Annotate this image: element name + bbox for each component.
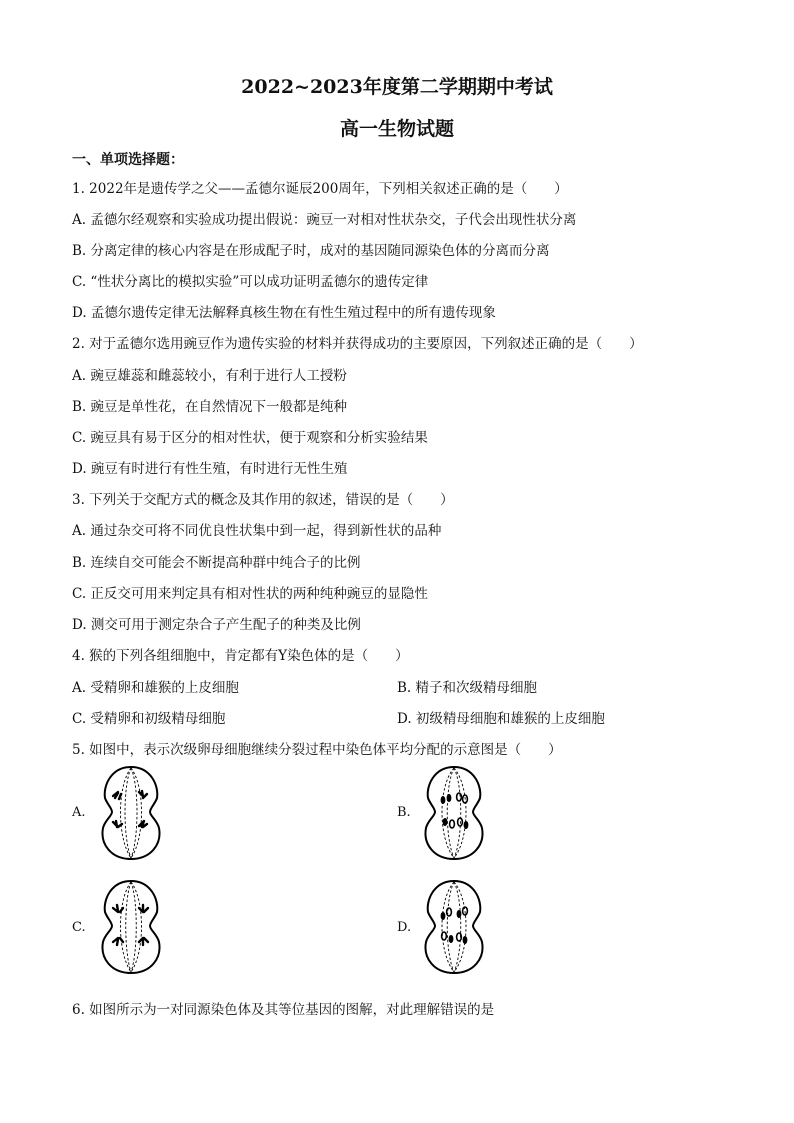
cell-diagram-d [418, 878, 490, 976]
question-2-stem: 2. 对于孟德尔选用豌豆作为遗传实验的材料并获得成功的主要原因，下列叙述正确的是（ ） [72, 336, 643, 352]
exam-title: 2022~2023年度第二学期期中考试 [241, 76, 553, 98]
question-4-option-a: A. 受精卵和雄猴的上皮细胞 [72, 680, 239, 696]
cell-diagram-b [418, 764, 490, 862]
question-2-option-a: A. 豌豆雄蕊和雌蕊较小，有利于进行人工授粉 [72, 368, 347, 384]
figure-c-label: C. [72, 920, 86, 935]
question-2-option-b: B. 豌豆是单性花，在自然情况下一般都是纯种 [72, 399, 348, 415]
question-4-option-b: B. 精子和次级精母细胞 [397, 680, 538, 696]
question-2-option-c: C. 豌豆具有易于区分的相对性状，便于观察和分析实验结果 [72, 430, 428, 446]
question-3-option-d: D. 测交可用于测定杂合子产生配子的种类及比例 [72, 617, 361, 633]
question-4-stem: 4. 猴的下列各组细胞中，肯定都有Y染色体的是（ ） [72, 648, 409, 664]
question-1-option-d: D. 孟德尔遗传定律无法解释真核生物在有性生殖过程中的所有遗传现象 [72, 305, 496, 321]
question-1-option-a: A. 孟德尔经观察和实验成功提出假说：豌豆一对相对性状杂交，子代会出现性状分离 [72, 212, 577, 228]
question-4-option-c: C. 受精卵和初级精母细胞 [72, 711, 226, 727]
exam-subtitle: 高一生物试题 [339, 118, 454, 140]
question-1-option-c: C. “性状分离比的模拟实验”可以成功证明孟德尔的遗传定律 [72, 274, 429, 290]
section-heading: 一、单项选择题： [72, 152, 184, 168]
question-3-option-c: C. 正反交可用来判定具有相对性状的两种纯种豌豆的显隐性 [72, 586, 428, 602]
cell-diagram-c [95, 878, 167, 976]
question-2-option-d: D. 豌豆有时进行有性生殖，有时进行无性生殖 [72, 461, 348, 477]
question-1-option-b: B. 分离定律的核心内容是在形成配子时，成对的基因随同源染色体的分离而分离 [72, 243, 550, 259]
cell-diagram-a [95, 764, 167, 862]
figure-a-label: A. [72, 805, 86, 820]
figure-b-label: B. [397, 805, 411, 820]
question-1-stem: 1. 2022年是遗传学之父——孟德尔诞辰200周年，下列相关叙述正确的是（ ） [72, 181, 568, 197]
question-6-stem: 6. 如图所示为一对同源染色体及其等位基因的图解，对此理解错误的是 [72, 1002, 495, 1018]
question-5-stem: 5. 如图中，表示次级卵母细胞继续分裂过程中染色体平均分配的示意图是（ ） [72, 742, 562, 758]
figure-d-label: D. [397, 920, 412, 935]
question-4-option-d: D. 初级精母细胞和雄猴的上皮细胞 [397, 711, 605, 727]
question-3-option-b: B. 连续自交可能会不断提高种群中纯合子的比例 [72, 555, 361, 571]
question-3-stem: 3. 下列关于交配方式的概念及其作用的叙述，错误的是（ ） [72, 492, 454, 508]
question-3-option-a: A. 通过杂交可将不同优良性状集中到一起，得到新性状的品种 [72, 523, 442, 539]
